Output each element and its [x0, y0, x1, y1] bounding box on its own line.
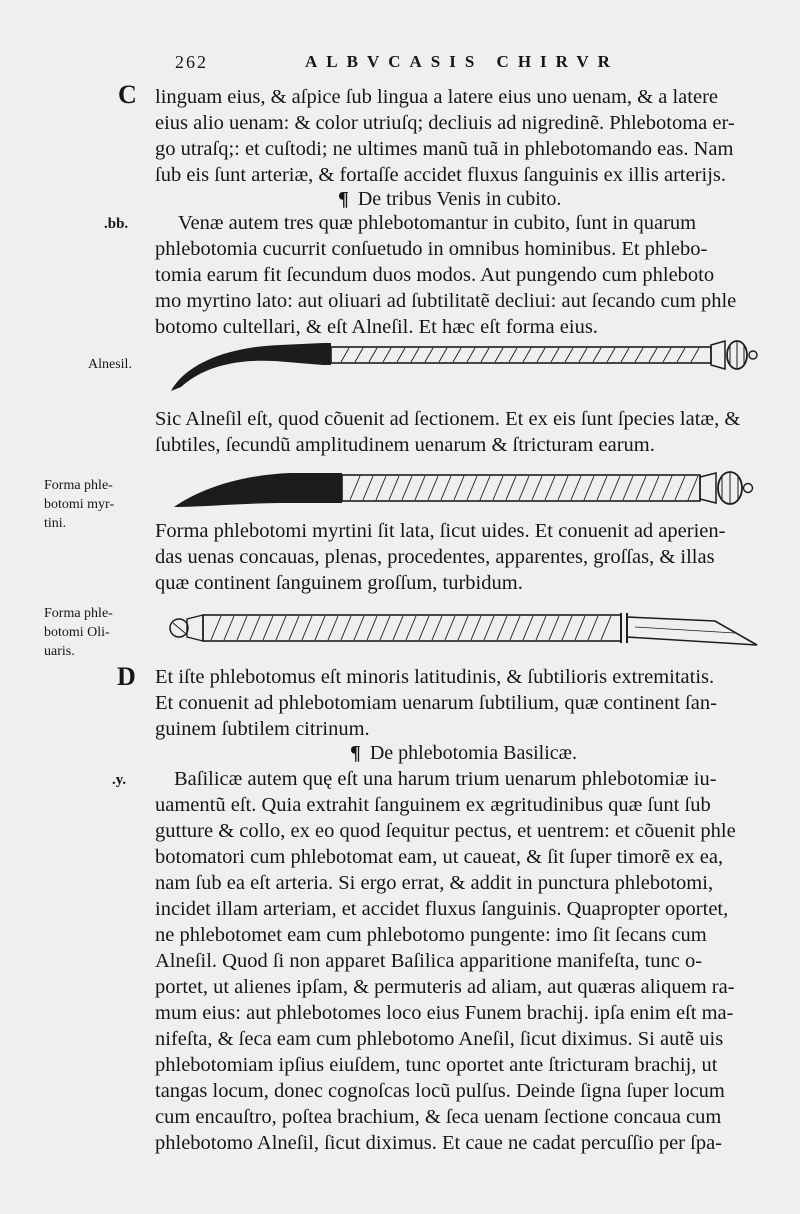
alnesil-knife-illustration — [165, 335, 765, 397]
text-line: Et iſte phlebotomus eſt minoris latitudinis, & ſubtilioris extremitatis. — [155, 666, 715, 688]
margin-note-alnesil: Alnesil. — [88, 357, 132, 372]
heading-text: De phlebotomia Basilicæ. — [369, 742, 577, 764]
text-line: Venæ autem tres quæ phlebotomantur in cubito, ſunt in quarum — [178, 212, 697, 234]
text-line: mo myrtino lato: aut oliuari ad ſubtilitatẽ decliui: aut ſecando cum phle — [155, 290, 737, 312]
text-line: linguam eius, & aſpice ſub lingua a latere eius uno uenam, & a latere — [155, 86, 718, 108]
text-line: eius alio uenam: & color utriuſq; decliuis ad nigredinẽ. Phlebotoma er- — [155, 112, 735, 134]
heading-text: De tribus Venis in cubito. — [357, 188, 562, 210]
pilcrow-icon: ¶ — [338, 188, 349, 210]
text-line: phlebotomo Alneſil, ſicut diximus. Et caue ne cadat percuſſio per ſpa- — [155, 1132, 723, 1154]
myrtine-phlebotome-illustration — [170, 463, 765, 515]
text-line: nam ſub ea eſt arteria. Si ergo errat, & addit in punctura phlebotomi, — [155, 872, 714, 894]
text-line: ne phlebotomet eam cum phlebotomo pungente: imo ſit ſecans cum — [155, 924, 707, 946]
text-line: nifeſta, & ſeca eam cum phlebotomo Aneſil, ſicut diximus. Si autẽ uis — [155, 1028, 724, 1050]
text-line: mum eius: aut phlebotomes loco eius Funem brachij. ipſa enim eſt ma- — [155, 1002, 734, 1024]
text-line: Baſilicæ autem quę eſt una harum trium uenarum phlebotomiæ iu- — [174, 768, 717, 790]
text-line: phlebotomiam ipſius eiuſdem, tunc oportet ante ſtricturam brachij, ut — [155, 1054, 718, 1076]
margin-note-line: Forma phle- — [44, 606, 113, 621]
text-line: gutture & collo, ex eo quod ſequitur pectus, et uentrem: et cõuenit phle — [155, 820, 736, 842]
section-letter-d: D — [117, 662, 136, 691]
page-header — [175, 50, 775, 80]
text-line: guinem ſubtilem citrinum. — [155, 718, 370, 740]
margin-note-myrtini — [44, 476, 114, 533]
olive-phlebotome-illustration — [165, 607, 765, 651]
margin-mark-y: .y. — [112, 772, 127, 788]
section-letter-c: C — [118, 80, 137, 109]
text-line: Forma phlebotomi myrtini ſit lata, ſicut uides. Et conuenit ad aperien- — [155, 520, 726, 542]
pilcrow-icon: ¶ — [350, 742, 361, 764]
text-line: phlebotomia cucurrit conſuetudo in omnibus hominibus. Et phlebo- — [155, 238, 708, 260]
margin-note-line: Forma phle- — [44, 478, 113, 493]
text-line: tomia earum fit ſecundum duos modos. Aut pungendo cum phleboto — [155, 264, 715, 286]
folio-number: 262 — [175, 52, 208, 72]
margin-mark-bb: .bb. — [104, 216, 129, 232]
text-line: botomatori cum phlebotomat eam, ut caueat, & ſit ſuper timorẽ ex ea, — [155, 846, 724, 868]
text-line: Sic Alneſil eſt, quod cõuenit ad ſectionem. Et ex eis ſunt ſpecies latæ, & — [155, 408, 741, 430]
running-title: ALBVCASIS CHIRVR — [305, 52, 619, 71]
margin-note-line: tini. — [44, 516, 67, 531]
text-line: ſubtiles, ſecundũ amplitudinem uenarum & ſtricturam earum. — [155, 434, 655, 456]
section-heading — [350, 740, 577, 766]
text-line: portet, ut alienes ipſam, & permuteris ad aliam, aut quæras aliquem ra- — [155, 976, 735, 998]
text-line: botomo cultellari, & eſt Alneſil. Et hæc eſt forma eius. — [155, 316, 598, 338]
text-line: ſub eis ſunt arteriæ, & fortaſſe accidet fluxus ſanguinis ex illis arterijs. — [155, 164, 727, 186]
text-line: das uenas concauas, plenas, procedentes, apparentes, groſſas, & illas — [155, 546, 715, 568]
margin-note-line: botomi myr- — [44, 497, 115, 512]
text-line: uamentũ eſt. Quia extrahit ſanguinem ex ægritudinibus quæ ſunt ſub — [155, 794, 711, 816]
margin-note-line: uaris. — [44, 644, 75, 659]
text-line: go utraſq;: et cuſtodi; ne ultimes manũ tuã in phlebotomando eas. Nam — [155, 138, 734, 160]
section-heading — [338, 186, 561, 212]
margin-note-line: botomi Oli- — [44, 625, 110, 640]
margin-note-olivaris — [44, 604, 113, 661]
text-line: tangas locum, donec cognoſcas locũ pulſus. Deinde ſigna ſuper locum — [155, 1080, 725, 1102]
text-line: Alneſil. Quod ſi non apparet Baſilica apparitione manifeſta, tunc o- — [155, 950, 703, 972]
text-line: incidet illam arteriam, et accidet fluxus ſanguinis. Quapropter oportet, — [155, 898, 729, 920]
text-line: cum encauſtro, poſtea brachium, & ſeca uenam ſectione concaua cum — [155, 1106, 722, 1128]
text-line: quæ continent ſanguinem groſſum, turbidum. — [155, 572, 523, 594]
text-line: Et conuenit ad phlebotomiam uenarum ſubtilium, quæ continent ſan- — [155, 692, 717, 714]
